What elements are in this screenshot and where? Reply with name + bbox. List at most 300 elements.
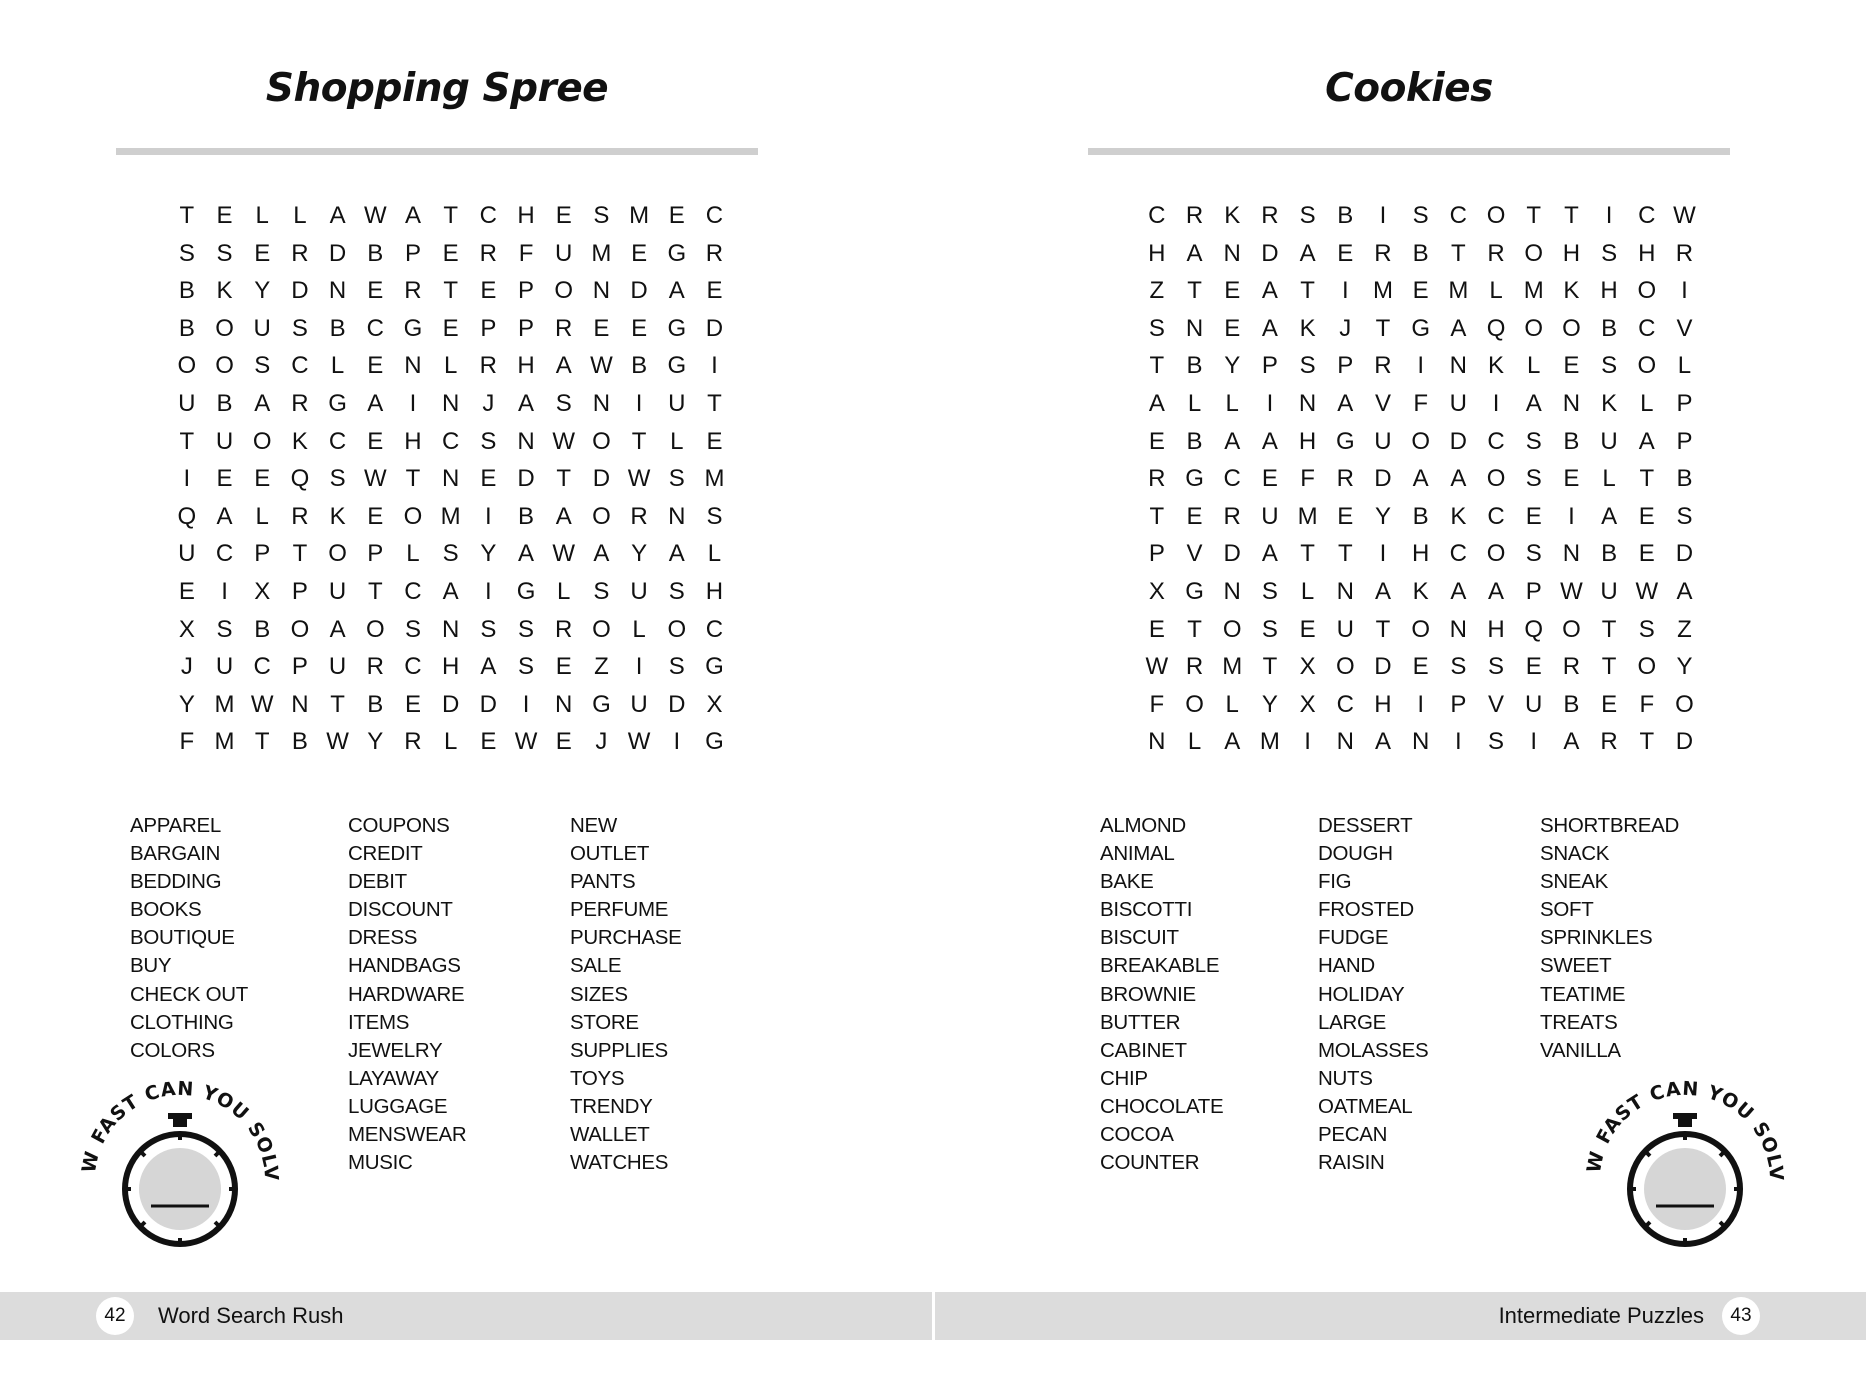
word-list-item: MUSIC (348, 1151, 413, 1175)
grid-letter: A (668, 540, 685, 568)
word-list-item: HAND (1318, 954, 1375, 978)
grid-letter: E (1337, 239, 1354, 267)
grid-letter: S (668, 465, 685, 493)
grid-letter: S (593, 202, 610, 229)
grid-letter: W (1635, 577, 1659, 605)
grid-letter: A (555, 502, 572, 530)
grid-letter: U (215, 427, 234, 455)
grid-letter: K (1412, 577, 1429, 605)
grid-letter: S (1601, 352, 1618, 380)
grid-letter: B (216, 389, 233, 417)
grid-letter: A (593, 540, 610, 568)
letter-grid (1138, 197, 1703, 761)
book-title-footer: Word Search Rush (158, 1303, 344, 1328)
stopwatch-timer (70, 1070, 290, 1260)
grid-row (1138, 686, 1703, 724)
grid-letter: M (591, 239, 612, 267)
grid-letter: Q (290, 465, 310, 493)
grid-letter: S (518, 653, 535, 681)
grid-letter: L (1640, 389, 1654, 417)
grid-letter: A (1488, 577, 1505, 605)
grid-letter: A (329, 615, 346, 643)
grid-letter: T (1451, 239, 1466, 267)
grid-letter: I (409, 389, 417, 417)
page-number-right: 43 (1722, 1297, 1760, 1335)
grid-letter: F (1413, 389, 1428, 417)
word-list-item: OUTLET (570, 842, 650, 866)
grid-letter: E (1563, 465, 1580, 493)
grid-row (168, 535, 733, 573)
grid-letter: A (668, 277, 685, 305)
grid-letter: O (1486, 465, 1506, 493)
grid-row (1138, 347, 1703, 385)
grid-letter: U (253, 314, 271, 342)
grid-letter: G (592, 690, 611, 718)
grid-letter: T (556, 465, 572, 493)
word-list-item: COUNTER (1100, 1151, 1200, 1175)
grid-letter: K (1450, 502, 1467, 530)
word-column (1100, 812, 1320, 1177)
grid-letter: T (330, 690, 345, 718)
grid-letter: E (1412, 277, 1429, 305)
grid-letter: S (216, 239, 233, 267)
grid-letter: I (1455, 728, 1462, 756)
grid-letter: Q (1524, 615, 1544, 643)
timer-caption: W FAST CAN YOU SOLV (77, 1077, 283, 1183)
word-list-item: DRESS (348, 926, 418, 950)
grid-letter: C (705, 202, 724, 229)
grid-letter: C (366, 314, 384, 342)
grid-letter: T (1526, 202, 1542, 229)
grid-letter: A (1337, 389, 1354, 417)
grid-letter: I (1530, 728, 1538, 756)
grid-letter: E (480, 728, 497, 756)
grid-letter: K (1224, 202, 1241, 229)
grid-letter: I (1266, 389, 1274, 417)
grid-letter: I (1417, 352, 1424, 380)
word-list-item: NEW (570, 814, 617, 837)
grid-letter: L (293, 202, 307, 229)
grid-letter: H (1148, 239, 1166, 267)
grid-letter: P (367, 540, 384, 568)
word-list-item: CREDIT (348, 842, 423, 866)
grid-letter: A (1450, 465, 1467, 493)
grid-letter: E (1148, 615, 1165, 643)
word-list-item: BAKE (1100, 870, 1154, 894)
grid-letter: R (1185, 653, 1204, 681)
grid-letter: M (1448, 277, 1469, 305)
grid-letter: U (328, 577, 347, 605)
grid-letter: U (178, 540, 196, 568)
grid-letter: U (1261, 502, 1279, 530)
grid-letter: W (627, 728, 651, 756)
grid-letter: T (292, 540, 308, 568)
grid-letter: N (668, 502, 686, 530)
grid-letter: S (668, 653, 685, 681)
grid-letter: L (443, 728, 458, 756)
grid-letter: D (1374, 465, 1392, 493)
grid-letter: A (1224, 728, 1241, 756)
grid-letter: K (1563, 277, 1580, 305)
grid-letter: X (254, 577, 271, 605)
grid-letter: E (216, 202, 233, 229)
grid-letter: K (329, 502, 346, 530)
grid-letter: R (1223, 502, 1241, 530)
grid-letter: S (1638, 615, 1655, 643)
grid-letter: A (1261, 277, 1278, 305)
grid-letter: D (630, 277, 648, 305)
grid-letter: U (178, 389, 196, 417)
word-list-item: COCOA (1100, 1123, 1174, 1147)
grid-letter: P (1676, 389, 1693, 417)
grid-letter: K (1601, 389, 1618, 417)
grid-letter: D (705, 314, 724, 342)
grid-letter: U (668, 389, 686, 417)
grid-letter: G (516, 577, 536, 605)
grid-letter: T (1187, 277, 1202, 305)
grid-row (168, 347, 733, 385)
grid-letter: O (1411, 615, 1430, 643)
puzzle-title: Cookies (1325, 66, 1493, 111)
grid-letter: T (1149, 502, 1165, 530)
grid-letter: R (705, 239, 724, 267)
grid-letter: S (404, 615, 421, 643)
grid-letter: B (254, 615, 271, 643)
grid-letter: G (328, 389, 347, 417)
grid-letter: C (441, 427, 460, 455)
grid-letter: I (673, 728, 681, 756)
grid-row (168, 310, 733, 348)
grid-letter: N (291, 690, 309, 718)
grid-letter: A (254, 389, 271, 417)
grid-letter: M (440, 502, 461, 530)
grid-letter: E (404, 690, 421, 718)
grid-row (168, 498, 733, 536)
word-list-item: TRENDY (570, 1094, 653, 1118)
grid-letter: H (1298, 427, 1317, 455)
grid-row (168, 723, 733, 761)
grid-letter: D (479, 690, 498, 718)
grid-letter: P (254, 540, 271, 568)
grid-letter: P (291, 577, 308, 605)
grid-letter: S (216, 615, 233, 643)
grid-letter: A (442, 577, 459, 605)
grid-letter: M (1222, 653, 1243, 681)
grid-row (1138, 648, 1703, 686)
grid-row (1138, 272, 1703, 310)
grid-letter: L (1527, 352, 1541, 380)
stopwatch-icon (1575, 1070, 1795, 1260)
grid-letter: T (1337, 540, 1353, 568)
word-list-item: MOLASSES (1318, 1038, 1429, 1062)
word-column (1318, 812, 1538, 1177)
grid-letter: L (1602, 465, 1616, 493)
word-list-item: CHECK OUT (130, 982, 249, 1006)
word-column (348, 812, 568, 1177)
grid-letter: W (627, 465, 651, 493)
grid-letter: A (1374, 577, 1391, 605)
grid-letter: V (1186, 540, 1203, 568)
section-title-footer: Intermediate Puzzles (1498, 1303, 1704, 1328)
grid-letter: A (518, 389, 535, 417)
grid-letter: R (404, 728, 422, 756)
grid-letter: B (1601, 540, 1618, 568)
grid-letter: W (552, 540, 576, 568)
grid-letter: R (1261, 202, 1279, 229)
word-list-item: BREAKABLE (1100, 954, 1220, 978)
grid-letter: A (216, 502, 233, 530)
grid-letter: B (1563, 427, 1580, 455)
grid-letter: E (1148, 427, 1165, 455)
grid-letter: S (706, 502, 723, 530)
grid-letter: A (1148, 389, 1165, 417)
word-list-item: PERFUME (570, 898, 669, 922)
grid-letter: O (592, 502, 611, 530)
grid-letter: C (253, 653, 271, 681)
grid-letter: K (291, 427, 308, 455)
grid-letter: O (1524, 239, 1544, 267)
grid-letter: O (1335, 653, 1355, 681)
grid-row (1138, 235, 1703, 273)
word-list-item: CHOCOLATE (1100, 1094, 1224, 1118)
grid-letter: N (404, 352, 422, 380)
grid-letter: O (1486, 202, 1506, 229)
grid-letter: G (667, 239, 687, 267)
grid-letter: T (1601, 653, 1617, 681)
grid-letter: O (215, 352, 234, 380)
grid-letter: P (1261, 352, 1278, 380)
grid-letter: E (1601, 690, 1618, 718)
grid-letter: A (1261, 540, 1278, 568)
grid-letter: K (216, 277, 233, 305)
grid-letter: D (1223, 540, 1241, 568)
grid-letter: I (522, 690, 530, 718)
grid-letter: O (177, 352, 197, 380)
grid-letter: O (1637, 277, 1657, 305)
grid-letter: L (557, 577, 571, 605)
word-list-item: BUTTER (1100, 1010, 1181, 1034)
grid-letter: I (635, 653, 643, 681)
grid-letter: H (404, 427, 422, 455)
grid-letter: B (1676, 465, 1693, 493)
grid-letter: E (1638, 540, 1655, 568)
grid-letter: B (367, 690, 384, 718)
grid-letter: B (1186, 427, 1203, 455)
grid-letter: E (555, 653, 572, 681)
grid-letter: N (441, 615, 460, 643)
grid-letter: E (367, 427, 384, 455)
grid-letter: S (1488, 728, 1505, 756)
grid-letter: H (705, 577, 724, 605)
grid-letter: S (1299, 202, 1316, 229)
grid-letter: R (1487, 239, 1505, 267)
grid-letter: N (328, 277, 347, 305)
grid-letter: E (367, 277, 384, 305)
grid-letter: L (1489, 277, 1503, 305)
grid-letter: I (183, 465, 191, 493)
word-list-item: SIZES (570, 982, 628, 1006)
word-list-item: PURCHASE (570, 926, 682, 950)
grid-letter: D (1449, 427, 1468, 455)
word-list-item: BARGAIN (130, 842, 221, 866)
grid-letter: L (330, 352, 345, 380)
grid-letter: E (1563, 352, 1580, 380)
grid-letter: N (1562, 540, 1581, 568)
word-list-item: SOFT (1540, 898, 1594, 922)
grid-letter: R (1600, 728, 1618, 756)
grid-letter: O (1411, 427, 1430, 455)
grid-letter: E (668, 202, 685, 229)
grid-letter: N (592, 277, 611, 305)
grid-letter: M (1297, 502, 1318, 530)
grid-letter: A (1638, 427, 1655, 455)
grid-letter: F (1300, 465, 1315, 493)
grid-letter: F (1639, 690, 1655, 718)
grid-letter: R (1562, 653, 1581, 681)
grid-letter: C (479, 202, 498, 229)
grid-letter: F (179, 728, 195, 756)
grid-letter: D (1374, 653, 1392, 681)
grid-letter: X (178, 615, 195, 643)
grid-letter: W (514, 728, 538, 756)
word-list-item: BUY (130, 954, 172, 978)
grid-letter: A (404, 202, 421, 229)
grid-letter: I (221, 577, 228, 605)
grid-letter: X (1148, 577, 1165, 605)
word-column (570, 812, 790, 1177)
word-list-item: APPAREL (130, 814, 221, 837)
title-rule (116, 148, 758, 155)
word-list-item: LAYAWAY (348, 1066, 439, 1090)
word-list-item: FROSTED (1318, 898, 1414, 922)
word-list-item: HARDWARE (348, 982, 465, 1006)
grid-row (1138, 723, 1703, 761)
grid-letter: O (215, 314, 234, 342)
grid-letter: A (1525, 389, 1542, 417)
grid-letter: C (1223, 465, 1241, 493)
grid-letter: E (480, 465, 497, 493)
grid-letter: Y (1224, 352, 1241, 380)
grid-letter: S (480, 427, 497, 455)
grid-letter: R (366, 653, 384, 681)
grid-letter: E (1638, 502, 1655, 530)
grid-letter: H (1374, 690, 1392, 718)
grid-letter: B (367, 239, 384, 267)
grid-letter: R (1185, 202, 1204, 229)
grid-letter: N (1449, 615, 1468, 643)
grid-letter: E (1261, 465, 1278, 493)
grid-letter: B (631, 352, 648, 380)
grid-letter: T (1601, 615, 1617, 643)
grid-row (1138, 310, 1703, 348)
grid-letter: T (1639, 465, 1655, 493)
grid-letter: U (1525, 690, 1543, 718)
word-list-item: STORE (570, 1010, 639, 1034)
grid-letter: A (1224, 427, 1241, 455)
grid-letter: P (1676, 427, 1693, 455)
word-list-item: FUDGE (1318, 926, 1389, 950)
grid-letter: S (480, 615, 497, 643)
grid-letter: P (1337, 352, 1354, 380)
grid-letter: Y (1676, 653, 1693, 681)
grid-letter: X (1299, 690, 1316, 718)
grid-letter: Z (594, 653, 609, 681)
grid-letter: X (706, 690, 723, 718)
grid-letter: W (363, 202, 387, 229)
grid-letter: C (1336, 690, 1354, 718)
word-list-item: CLOTHING (130, 1010, 234, 1034)
word-list-item: SUPPLIES (570, 1038, 668, 1062)
grid-letter: B (1337, 202, 1354, 229)
grid-letter: D (1261, 239, 1279, 267)
grid-letter: T (1300, 277, 1315, 305)
grid-letter: U (555, 239, 573, 267)
grid-letter: L (1187, 728, 1202, 756)
grid-letter: J (1339, 314, 1352, 342)
word-list-item: JEWELRY (348, 1038, 443, 1062)
grid-letter: N (1562, 389, 1581, 417)
grid-letter: A (1450, 314, 1467, 342)
word-list-item: SNEAK (1540, 870, 1608, 894)
grid-letter: S (668, 577, 685, 605)
grid-letter: L (255, 502, 269, 530)
word-list-item: FIG (1318, 870, 1352, 894)
grid-letter: N (1336, 577, 1354, 605)
grid-letter: A (1601, 502, 1618, 530)
grid-letter: L (707, 540, 722, 568)
grid-letter: Y (1374, 502, 1391, 530)
word-list-item: TEATIME (1540, 982, 1626, 1006)
grid-letter: B (329, 314, 346, 342)
grid-row (168, 385, 733, 423)
grid-letter: Y (631, 540, 648, 568)
word-list-item: RAISIN (1318, 1151, 1385, 1175)
grid-letter: O (1486, 540, 1506, 568)
grid-letter: M (629, 202, 650, 229)
grid-letter: B (178, 277, 195, 305)
grid-letter: L (1225, 389, 1239, 417)
grid-letter: B (1412, 502, 1429, 530)
grid-row (168, 686, 733, 724)
grid-row (168, 648, 733, 686)
grid-letter: W (1560, 577, 1583, 605)
word-list-item: LARGE (1318, 1010, 1386, 1034)
word-list-item: BROWNIE (1100, 982, 1196, 1006)
grid-letter: S (442, 540, 459, 568)
grid-letter: C (1638, 202, 1656, 229)
grid-letter: W (363, 465, 387, 493)
grid-letter: U (1600, 577, 1618, 605)
grid-letter: C (1487, 427, 1505, 455)
grid-letter: O (1185, 690, 1204, 718)
grid-letter: Q (1486, 314, 1506, 342)
grid-letter: M (704, 465, 725, 493)
grid-letter: H (441, 653, 460, 681)
grid-letter: P (1525, 577, 1542, 605)
grid-letter: I (1379, 202, 1387, 229)
grid-letter: W (250, 690, 274, 718)
grid-letter: L (632, 615, 646, 643)
grid-letter: V (1374, 389, 1391, 417)
grid-letter: S (1299, 352, 1316, 380)
grid-letter: I (1341, 277, 1349, 305)
grid-letter: W (1673, 202, 1696, 229)
stopwatch-timer (1575, 1070, 1795, 1260)
grid-letter: E (442, 239, 459, 267)
grid-letter: M (214, 728, 235, 756)
word-list-item: SPRINKLES (1540, 926, 1653, 950)
grid-letter: B (1186, 352, 1203, 380)
